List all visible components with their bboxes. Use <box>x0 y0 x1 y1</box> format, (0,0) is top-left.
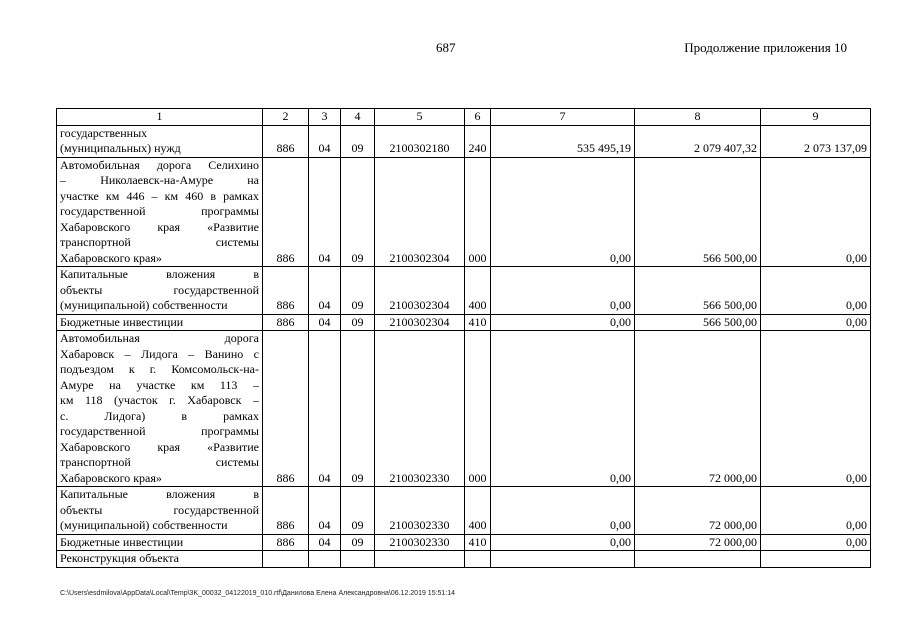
amount-col8-cell: 566 500,00 <box>635 267 761 315</box>
row-name-line: Хабаровского края» <box>60 250 162 265</box>
row-name-cell <box>57 267 263 315</box>
row-name-cell <box>57 534 263 551</box>
amount-col8-cell: 566 500,00 <box>635 157 761 267</box>
amount-col8-cell: 72 000,00 <box>635 487 761 535</box>
amount-col7-cell: 535 495,19 <box>491 125 635 157</box>
table-row <box>57 157 871 267</box>
row-name-line: (муниципальной) собственности <box>60 518 228 532</box>
amount-col8-cell: 72 000,00 <box>635 331 761 487</box>
amount-col8-cell: 72 000,00 <box>635 534 761 551</box>
row-name-line: государственной программы <box>60 204 259 218</box>
expense-type-cell: 400 <box>465 267 491 315</box>
row-name-line: Хабаровского края «Развитие <box>60 219 259 234</box>
section-cell: 04 <box>309 487 341 535</box>
budget-table <box>56 108 871 568</box>
admin-code-cell: 886 <box>263 487 309 535</box>
amount-col9-cell: 0,00 <box>761 331 871 487</box>
page-number: 687 <box>436 40 456 55</box>
column-header: 3 <box>309 109 341 126</box>
admin-code-cell: 886 <box>263 331 309 487</box>
expense-type-cell: 000 <box>465 331 491 487</box>
amount-col9-cell: 0,00 <box>761 314 871 331</box>
row-name-line: Автомобильная дорога Селихино <box>60 157 259 172</box>
header-row <box>57 109 871 126</box>
section-cell <box>309 551 341 568</box>
subsection-cell <box>341 551 375 568</box>
section-cell: 04 <box>309 331 341 487</box>
expense-type-cell: 000 <box>465 157 491 267</box>
row-name-line: подъездом к г. Комсомольск-на- <box>60 362 259 376</box>
column-header: 5 <box>375 109 465 126</box>
expense-type-cell: 410 <box>465 534 491 551</box>
amount-col9-cell: 0,00 <box>761 157 871 267</box>
row-name-line: государственной программы <box>60 424 259 438</box>
target-article-cell: 2100302304 <box>375 157 465 267</box>
subsection-cell: 09 <box>341 331 375 487</box>
row-name-line: государственных <box>60 125 148 140</box>
section-cell: 04 <box>309 267 341 315</box>
amount-col7-cell: 0,00 <box>491 314 635 331</box>
row-name-line: Бюджетные инвестиции <box>60 534 184 549</box>
row-name-line: Автомобильная дорога <box>60 331 259 345</box>
table-row <box>57 267 871 315</box>
column-header: 1 <box>57 109 263 126</box>
row-name-line: Бюджетные инвестиции <box>60 314 184 329</box>
subsection-cell: 09 <box>341 125 375 157</box>
row-name-line: Хабаровского края «Развитие <box>60 439 259 454</box>
subsection-cell: 09 <box>341 157 375 267</box>
table-row <box>57 534 871 551</box>
row-name-cell <box>57 157 263 267</box>
amount-col8-cell: 566 500,00 <box>635 314 761 331</box>
column-header: 9 <box>761 109 871 126</box>
section-cell: 04 <box>309 314 341 331</box>
row-name-cell <box>57 331 263 487</box>
amount-col7-cell: 0,00 <box>491 157 635 267</box>
expense-type-cell: 400 <box>465 487 491 535</box>
admin-code-cell: 886 <box>263 314 309 331</box>
row-name-line: – Николаевск-на-Амуре на <box>60 173 259 187</box>
section-cell: 04 <box>309 157 341 267</box>
row-name-line: Амуре на участке км 113 – <box>60 377 259 392</box>
amount-col7-cell: 0,00 <box>491 267 635 315</box>
admin-code-cell: 886 <box>263 267 309 315</box>
row-name-cell <box>57 487 263 535</box>
amount-col9-cell: 0,00 <box>761 487 871 535</box>
admin-code-cell <box>263 551 309 568</box>
admin-code-cell: 886 <box>263 125 309 157</box>
expense-type-cell <box>465 551 491 568</box>
appendix-label: Продолжение приложения 10 <box>684 40 847 55</box>
amount-col9-cell <box>761 551 871 568</box>
column-header: 6 <box>465 109 491 126</box>
row-name-cell <box>57 125 263 157</box>
target-article-cell: 2100302180 <box>375 125 465 157</box>
row-name-cell <box>57 551 263 568</box>
row-name-line: Капитальные вложения в <box>60 267 259 281</box>
subsection-cell: 09 <box>341 534 375 551</box>
target-article-cell: 2100302304 <box>375 314 465 331</box>
row-name-line: Хабаровск – Лидога – Ванино с <box>60 346 259 361</box>
admin-code-cell: 886 <box>263 534 309 551</box>
column-header: 8 <box>635 109 761 126</box>
table-row <box>57 487 871 535</box>
column-header: 7 <box>491 109 635 126</box>
amount-col8-cell <box>635 551 761 568</box>
subsection-cell: 09 <box>341 267 375 315</box>
table-row <box>57 314 871 331</box>
table-row <box>57 551 871 568</box>
subsection-cell: 09 <box>341 314 375 331</box>
row-name-line: транспортной системы <box>60 235 259 249</box>
amount-col8-cell: 2 079 407,32 <box>635 125 761 157</box>
expense-type-cell: 240 <box>465 125 491 157</box>
target-article-cell: 2100302304 <box>375 267 465 315</box>
section-cell: 04 <box>309 534 341 551</box>
row-name-line: участке км 446 – км 460 в рамках <box>60 188 259 203</box>
amount-col7-cell: 0,00 <box>491 331 635 487</box>
table-row <box>57 125 871 157</box>
target-article-cell <box>375 551 465 568</box>
row-name-line: км 118 (участок г. Хабаровск – <box>60 393 259 407</box>
row-name-cell <box>57 314 263 331</box>
target-article-cell: 2100302330 <box>375 331 465 487</box>
subsection-cell: 09 <box>341 487 375 535</box>
row-name-line: Хабаровского края» <box>60 470 162 485</box>
amount-col9-cell: 0,00 <box>761 267 871 315</box>
admin-code-cell: 886 <box>263 157 309 267</box>
row-name-line: Реконструкция объекта <box>60 551 179 565</box>
amount-col7-cell: 0,00 <box>491 534 635 551</box>
row-name-line: объекты государственной <box>60 282 259 297</box>
table-row <box>57 331 871 487</box>
amount-col7-cell <box>491 551 635 568</box>
row-name-line: объекты государственной <box>60 502 259 517</box>
target-article-cell: 2100302330 <box>375 534 465 551</box>
row-name-line: Капитальные вложения в <box>60 487 259 501</box>
column-header: 2 <box>263 109 309 126</box>
amount-col9-cell: 2 073 137,09 <box>761 125 871 157</box>
row-name-line: (муниципальной) собственности <box>60 298 228 312</box>
target-article-cell: 2100302330 <box>375 487 465 535</box>
row-name-line: (муниципальных) нужд <box>60 141 181 155</box>
column-header: 4 <box>341 109 375 126</box>
amount-col7-cell: 0,00 <box>491 487 635 535</box>
section-cell: 04 <box>309 125 341 157</box>
expense-type-cell: 410 <box>465 314 491 331</box>
amount-col9-cell: 0,00 <box>761 534 871 551</box>
row-name-line: с. Лидога) в рамках <box>60 408 259 423</box>
row-name-line: транспортной системы <box>60 455 259 469</box>
file-path-footer: C:\Users\esdmilova\AppData\Local\Temp\3K_00032_04122019_010.rtf\Данилова Елена Александровна\06.12.2019 15:51:14 <box>60 590 456 597</box>
